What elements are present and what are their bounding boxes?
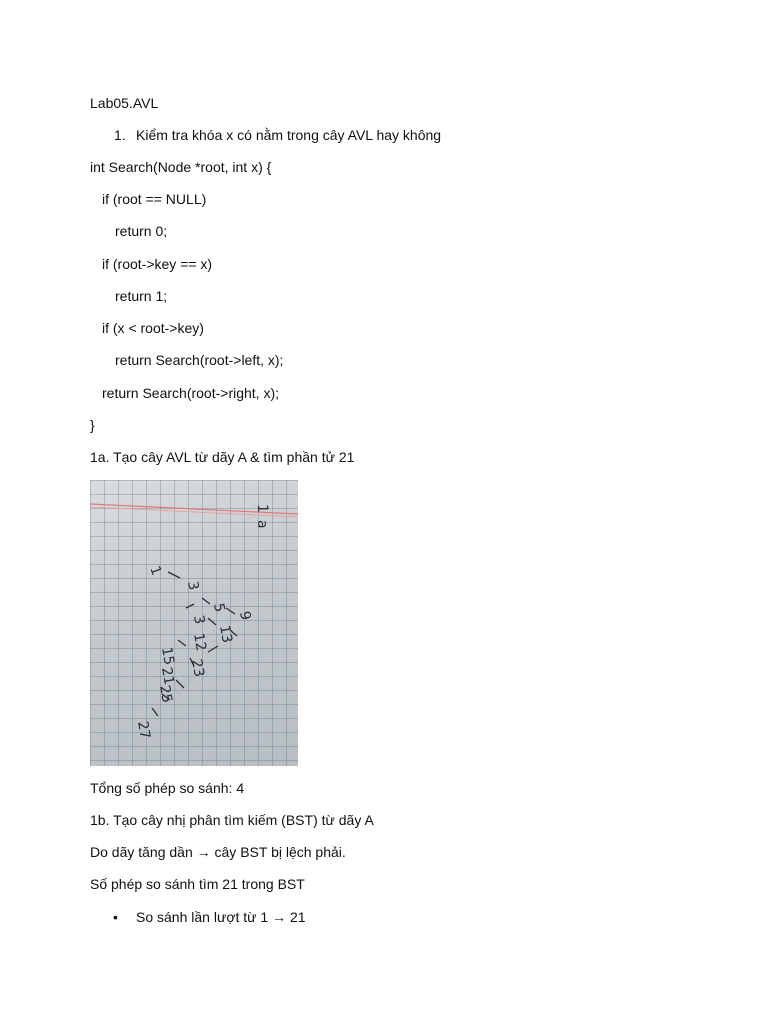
- tree-node: 23: [188, 657, 207, 679]
- bullet-dot: •: [113, 909, 118, 925]
- photo-label-a: a: [254, 520, 270, 529]
- code-line-return-left: return Search(root->left, x);: [115, 352, 284, 368]
- tree-node: 21: [158, 665, 177, 687]
- skew-note-text: Do dãy tăng dần → cây BST bị lệch phải.: [90, 844, 346, 860]
- list-item-text: Kiểm tra khóa x có nằm trong cây AVL hay không: [136, 127, 442, 143]
- tree-node: 27: [134, 719, 153, 741]
- tree-node: 9: [236, 609, 254, 622]
- code-line-return-1: return 1;: [115, 288, 168, 304]
- tree-node: 15: [158, 645, 177, 667]
- tree-node: 1: [146, 563, 165, 578]
- tree-node: 3: [184, 579, 202, 592]
- tree-node: 12: [190, 631, 209, 653]
- code-line-return-0: return 0;: [115, 223, 168, 239]
- code-line-if-less: if (x < root->key): [102, 320, 204, 336]
- section-heading-1b: 1b. Tạo cây nhị phân tìm kiếm (BST) từ dãy A: [90, 812, 374, 828]
- section-heading-1a: 1a. Tạo cây AVL từ dãy A & tìm phần tử 21: [90, 449, 355, 465]
- total-compare-text: Tổng số phép so sánh: 4: [90, 780, 245, 796]
- code-line-return-right: return Search(root->right, x);: [102, 385, 280, 401]
- tree-node: 3: [190, 613, 208, 626]
- code-line-close-brace: }: [90, 417, 95, 433]
- doc-title: Lab05.AVL: [90, 95, 159, 111]
- code-line-signature: int Search(Node *root, int x) {: [90, 159, 272, 175]
- tree-node: 25: [156, 683, 175, 705]
- bullet-text: So sánh lần lượt từ 1 → 21: [136, 909, 306, 925]
- tree-sketch: [90, 480, 298, 766]
- bst-compare-text: Số phép so sánh tìm 21 trong BST: [90, 876, 305, 892]
- tree-node: 5: [210, 601, 228, 614]
- photo-label-1: 1: [254, 504, 270, 513]
- handwritten-tree-photo: [90, 480, 298, 766]
- tree-node: 13: [216, 623, 235, 645]
- code-line-if-null: if (root == NULL): [102, 191, 207, 207]
- code-line-if-equal: if (root->key == x): [102, 256, 213, 272]
- list-number: 1.: [114, 127, 126, 143]
